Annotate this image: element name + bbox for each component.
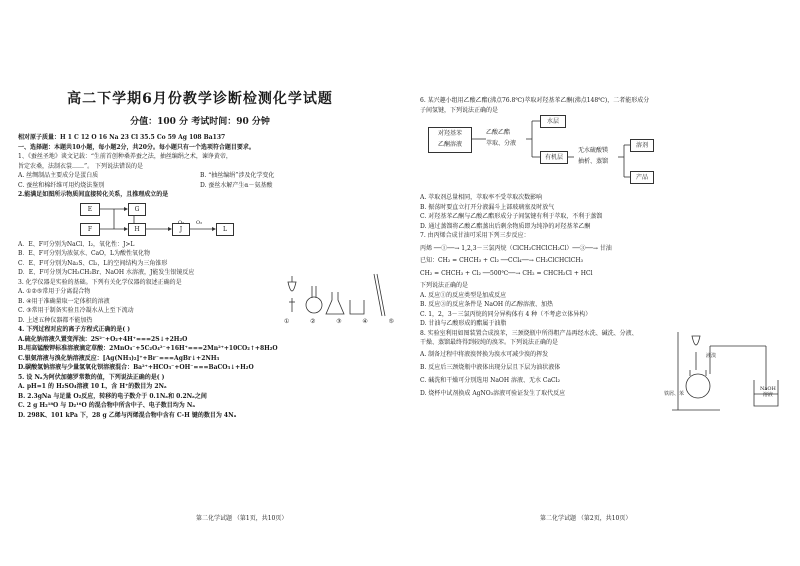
q2-box-l: L: [216, 223, 234, 236]
q2-option-d: D．E、F可分别为CH₃CH₂Br、NaOH 水溶液，J能发生银镜反应: [18, 269, 195, 276]
q8-label-naoh: [760, 386, 776, 398]
q3-label-1: ①: [284, 317, 290, 325]
q1-option-d: D. 蚕丝水解产生α－氨基酸: [200, 181, 273, 189]
q6-option-a: A. 萃取剂总量相同，萃取率不受萃取次数影响: [420, 194, 543, 201]
q6-box-source: [428, 127, 472, 153]
section-heading: 一、选择题：本题共10小题，每小题2分，共20分。每小题只有一个选项符合题目要求。: [18, 143, 255, 151]
q6-box-organic: 有机层: [540, 151, 568, 164]
q6-option-b: B. 振荡时要直立打开分液漏斗上部玻璃塞及时放气: [420, 203, 555, 211]
q4-stem: 4. 下列过程对应的离子方程式正确的是( ): [18, 326, 131, 333]
q3-label-5: ⑤: [388, 317, 394, 325]
q6-step-dry: [578, 145, 608, 167]
q6-stem-2: 子间氢键，下列说法正确的是: [420, 106, 499, 114]
q2-box-e: E: [80, 203, 100, 216]
atomic-masses: 相对原子质量：H 1 C 12 O 16 Na 23 Cl 35.5 Co 59 Ag 108 Ba137: [18, 134, 226, 141]
q6-step-line1: 乙酸乙酯: [486, 129, 511, 136]
q6-option-c: C. 对羟基苯乙酮与乙酸乙酯形成分子间氢键有利于萃取，不利于蒸馏: [420, 213, 603, 220]
q1-options-row1: [18, 171, 382, 181]
q2-box-j: J: [172, 223, 190, 236]
q2-box-h: H: [128, 223, 146, 236]
q1-option-a: A. 丝绸制品主要成分是蛋白质: [18, 172, 99, 179]
q8-apparatus-figure: [670, 324, 780, 414]
q8-label-naoh-2: 溶液: [762, 391, 773, 398]
q8-option-c: C. 碱洗和干燥可分别选用 NaOH 溶液、无水 CaCl₂: [420, 376, 560, 384]
q1-option-c: C. 蚕丝和棉纤维可用灼烧法鉴别: [18, 181, 105, 189]
q5-option-c: C. 2 g H₂¹⁸O 与 D₂¹⁶O 的混合物中所含中子、电子数目均为 Nₐ: [18, 402, 196, 409]
q4-option-b: B.用高锰酸钾标准溶液滴定草酸：2MnO₄⁻+5C₂O₄²⁻+16H⁺===2Mn²⁺+10CO₂↑+8H₂O: [18, 345, 278, 352]
q3-stem: 3. 化学仪器是实验的基础。下列有关化学仪器的叙述正确的是: [18, 278, 182, 286]
q8-label-bromine: 液溴: [706, 352, 717, 359]
q1-stem-1: 1、《蚕丝圣地》谈文记载：“生前首创种桑养蚕之法，抽丝编绢之术，谏诤黄帝，: [18, 153, 232, 160]
q2-box-f: F: [80, 223, 100, 236]
q7-known-2: CH₂ = CHCH₃ + Cl₂ ──500℃──→ CH₂ = CHCH₂Cl + HCl: [420, 269, 593, 277]
q8-option-d: D. 烧杯中试剂换成 AgNO₃溶液可验证发生了取代反应: [420, 389, 566, 397]
q7-option-c: C. 1，2，3－三氯丙烷的同分异构体有 4 种（不考虑立体异构）: [420, 310, 592, 318]
q8-label-naoh-1: NaOH: [760, 385, 776, 392]
q6-box-solvent: 溶剂: [630, 139, 654, 152]
q7-route: 丙烯 ──①──→ 1,2,3－三氯丙烷（ClCH₂CHClCH₂Cl）──③──→ 甘油: [420, 244, 612, 252]
q8-option-a: A. 制备过程中将液溴替换为溴水可减少溴的挥发: [420, 350, 549, 358]
q7-known-1: 已知：CH₂ = CHCH₃ + Cl₂ ──CCl₄──→ CH₂ClCHClCH₃: [420, 257, 583, 264]
q2-option-a: A．E、F可分别为NaCl、I₂，氧化性：J>L: [18, 240, 135, 248]
q1-option-b: B. “抽丝编绢”涉及化学变化: [200, 172, 275, 179]
q3-label-2: ②: [310, 317, 316, 325]
q3-option-d: D. 上述五种仪器都不能加热: [18, 316, 93, 324]
q6-source-line1: 对羟基苯: [437, 130, 462, 137]
q2-stem: 2.能满足如图所示物质间直接转化关系，且推理成立的是: [18, 191, 169, 198]
left-page-footer: 第二化学试题 （第1页，共10页）: [196, 515, 288, 522]
q2-o2-label-2: O₂: [196, 219, 203, 226]
q6-flow-diagram: [420, 115, 784, 193]
q3-option-b: B. ④用于准确量取一定体积的溶液: [18, 297, 110, 305]
exam-meta: 分值：100 分 考试时间：90 分钟: [130, 117, 270, 127]
q6-dry-line1: 无水硫酸镁: [578, 147, 609, 154]
q6-stem-1: 6. 某兴趣小组用乙酸乙酯(沸点76.8℃)萃取对羟基苯乙酮(沸点148℃)，二者能形成分: [420, 97, 650, 104]
q7-option-d: D. 甘油与乙酸形成的酯属于油脂: [420, 320, 507, 327]
q1-stem-2: 旨定农桑，法制衣裳……”。 下列说法错误的是: [18, 162, 143, 170]
q8-stem-1: 8. 实验室利用如图装置合成溴苯，三颈烧瓶中所得粗产品再经水洗、碱洗、分液、: [420, 329, 638, 337]
q6-box-water: 水层: [540, 115, 566, 128]
q2-option-b: B．E、F可分别为浓氨水、CaO，L为酸性氧化物: [18, 250, 151, 257]
q3-apparatus-figure: [280, 272, 390, 324]
q3-label-4: ④: [362, 317, 368, 325]
q3-label-row: [284, 318, 394, 325]
q4-option-c: C.银氨溶液与溴化钠溶液反应：[Ag(NH₃)₂]⁺+Br⁻===AgBr↓+2NH₃: [18, 354, 220, 362]
q4-option-d: D.碳酸氢钠溶液与少量氢氧化钡溶液混合：Ba²⁺+HCO₃⁻+OH⁻===BaCO₃↓+H₂O: [18, 364, 254, 371]
q8-stem-2: 干燥、蒸馏最终得到较纯的溴苯。下列说法正确的是: [420, 339, 559, 346]
q3-option-c: C. ③常用于制备实验且冷凝水从上至下流动: [18, 307, 134, 314]
right-page-footer: 第二化学试题 （第2页，共10页）: [540, 515, 632, 522]
right-page: [400, 0, 800, 566]
q4-option-a: A.硫化钠溶液久置变浑浊：2S²⁻+O₂+4H⁺===2S↓+2H₂O: [18, 335, 188, 343]
q6-step-extract: [486, 127, 516, 149]
q6-step-line2: 萃取、分液: [486, 140, 517, 147]
q5-option-b: B. 2.3gNa 与足量 O₂反应，转移的电子数介于 0.1Nₐ和 0.2Nₐ之间: [18, 392, 207, 400]
q6-dry-line2: 抽析、蒸馏: [578, 158, 609, 165]
q6-option-d: D. 通过蒸馏将乙酸乙酯蒸出后剩余物质即为纯净的对羟基苯乙酮: [420, 222, 591, 230]
q1-options-row2: [18, 181, 382, 191]
q7-ask: 下列说法正确的是: [420, 282, 469, 289]
q6-source-line2: 乙酮溶液: [437, 141, 462, 148]
q8-label-iron-benzene: 铁屑、苯: [664, 390, 685, 397]
q7-option-a: A. 反应①的反应类型是加成反应: [420, 291, 507, 299]
q8-options-block: [420, 348, 784, 400]
q5-option-a: A. pH=1 的 H₂SO₄溶液 10 L，含 H⁺的数目为 2Nₐ: [18, 383, 167, 390]
q5-stem: 5. 设 Nₐ为阿伏加德罗常数的值，下列说法正确的是( ): [18, 373, 165, 381]
q2-box-g: G: [128, 203, 146, 216]
q7-stem: 7. 由丙烯合成甘油可采用下列三步反应：: [420, 232, 530, 239]
q8-option-b: B. 反应后三颈烧瓶中液体出现分层且下层为油状液体: [420, 363, 561, 371]
q2-option-c: C．E、F可分别为Na₂S、Cl₂，L的空间结构为三角锥形: [18, 259, 168, 267]
q3-block: [18, 278, 394, 326]
q7-option-b: B. 反应③的反应条件是 NaOH 的乙醇溶液、加热: [420, 301, 554, 308]
q6-box-product: 产品: [630, 171, 654, 184]
exam-title: 高二下学期6月份教学诊断检测化学试题: [67, 91, 333, 107]
q3-option-a: A. ①②⑤常用于分离混合物: [18, 288, 91, 295]
q3-label-3: ③: [336, 317, 342, 325]
q2-conversion-diagram: [18, 200, 382, 240]
q5-option-d: D. 298K、101 kPa 下，28 g 乙烯与丙烯混合物中含有 C-H 键的数目为 4Nₐ: [18, 411, 237, 419]
